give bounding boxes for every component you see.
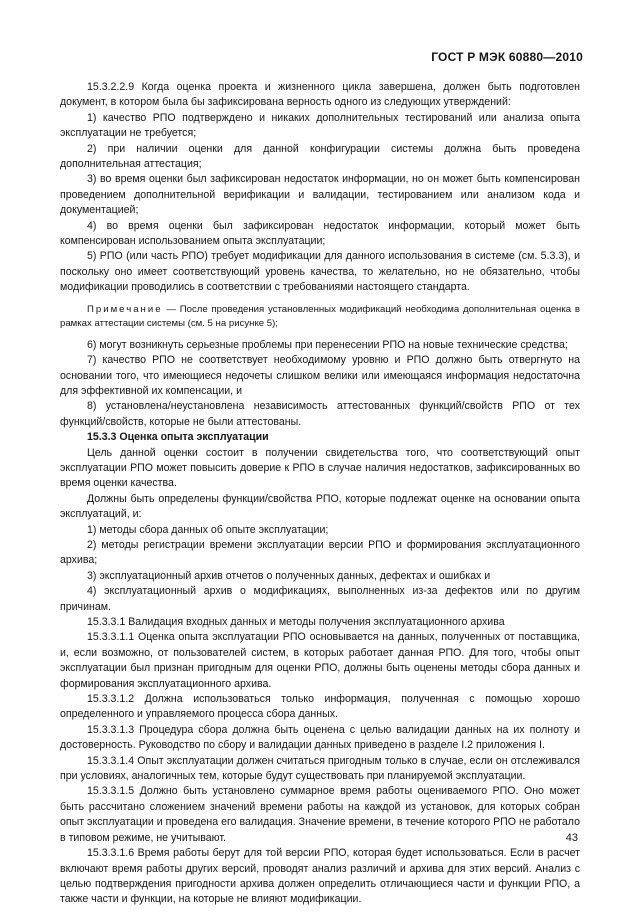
paragraph: Должны быть определены функции/свойства РПО, которые подлежат оценке на основании опыта эксплуатаций, и:: [60, 492, 580, 521]
list-item: 6) могут возникнуть серьезные проблемы при перенесении РПО на новые технические средства;: [87, 338, 568, 351]
list-item: 8) установлена/неустановлена независимость аттестованных функций/свойств РПО от тех функций/свойств, которые не были аттестованы.: [60, 400, 580, 428]
document-header: ГОСТ Р МЭК 60880—2010: [431, 50, 583, 64]
list-item: 1) методы сбора данных об опыте эксплуатации;: [87, 523, 329, 536]
list-item: 4) во время оценки был зафиксирован недостаток информации, который может быть компенсирован использованием опыта эксплуатации;: [60, 219, 580, 248]
paragraph: 15.3.3.1.1 Оценка опыта эксплуатации РПО основывается на данных, полученных от поставщика, и, если возможно, от пользователей систем, в которых работает данная РПО. Для того, чтобы опыт эксплуатации был признан пригодным для оценки РПО, должны быть оценены методы сбора данных и формирования эксплуатационного архива.: [60, 631, 580, 690]
paragraph: 15.3.3.1.6 Время работы берут для той версии РПО, которая будет использоваться. Если в расчет включают время работы других версий, проводят анализ различий и архива для этих версий. Анализ с целью подтверждения пригодности архива должен определить отличающиеся части и функции РПО, а также части и функции, на которые не влияют модификации.: [60, 847, 580, 906]
list-item: 7) качество РПО не соответствует необходимому уровню и РПО должно быть отвергнуто на основании того, что имеющиеся недочеты слишком велики или имеющаяся информация недостаточна для эффективной их компенсации, и: [60, 354, 580, 397]
list-item: 5) РПО (или часть РПО) требует модификации для данного использования в системе (см. 5.3.3), и поскольку оно имеет соответствующий уровень качества, то желательно, но не обязательно, чтобы модификации проводились в соответствии с требованиями настоящего стандарта.: [60, 250, 580, 294]
paragraph: 15.3.2.2.9 Когда оценка проекта и жизненного цикла завершена, должен быть подготовлен документ, в котором была бы зафиксирована верность одного из следующих утверждений:: [60, 81, 580, 109]
paragraph: 15.3.3.1.5 Должно быть установлено суммарное время работы оцениваемого РПО. Оно может быть рассчитано сложением значений времени работы на каждой из установок, для которых собран опыт эксплуатации и проведена его валидация. Значение времени, в течение которого РПО не работало в типовом режиме, не учитывают.: [60, 785, 580, 844]
note-label: Примечание: [87, 303, 163, 315]
note-text: — После проведения установленных модификаций необходима дополнительная оценка в рамках аттестации системы (см. 5 на рисунке 5);: [60, 303, 580, 329]
paragraph: 15.3.3.1.4 Опыт эксплуатации должен считаться пригодным только в случае, если он отслеживался при условиях, аналогичных тем, которые будут существовать при планируемой эксплуатации.: [60, 754, 580, 783]
list-item: 4) эксплуатационный архив о модификациях, выполненных из-за дефектов или по другим причинам.: [60, 585, 580, 613]
paragraph: 15.3.3.1.3 Процедура сбора должна быть оценена с целью валидации данных на их полноту и достоверность. Руководство по сбору и валидации данных приведено в разделе I.2 приложения I.: [60, 723, 580, 752]
document-body: [60, 80, 580, 908]
subsection-heading: 15.3.3.1 Валидация входных данных и методы получения эксплуатационного архива: [87, 616, 505, 628]
list-item: 2) при наличии оценки для данной конфигурации системы должна быть проведена дополнительная аттестация;: [60, 142, 580, 171]
list-item: 1) качество РПО подтверждено и никаких дополнительных тестирований или анализа опыта эксплуатации не требуется;: [60, 111, 580, 140]
section-heading: 15.3.3 Оценка опыта эксплуатации: [87, 431, 269, 444]
note: [60, 303, 580, 331]
paragraph: 15.3.3.1.2 Должна использоваться только информация, полученная с помощью хорошо определенного и управляемого процесса сбора данных.: [60, 693, 580, 721]
list-item: 2) методы регистрации времени эксплуатации версии РПО и формирования эксплуатационного архива;: [60, 538, 580, 567]
list-item: 3) во время оценки был зафиксирован недостаток информации, но он может быть компенсирован проведением дополнительной верификации и валидации, тестированием или анализом кода и документацией;: [60, 173, 580, 217]
paragraph: Цель данной оценки состоит в получении свидетельства того, что соответствующий опыт эксплуатации РПО может повысить доверие к РПО в случае наличия недостатков, зафиксированных во время оценки качества.: [60, 446, 580, 490]
page-number: 43: [565, 832, 578, 844]
list-item: 3) эксплуатационный архив отчетов о полученных данных, дефектах и ошибках и: [87, 569, 491, 582]
